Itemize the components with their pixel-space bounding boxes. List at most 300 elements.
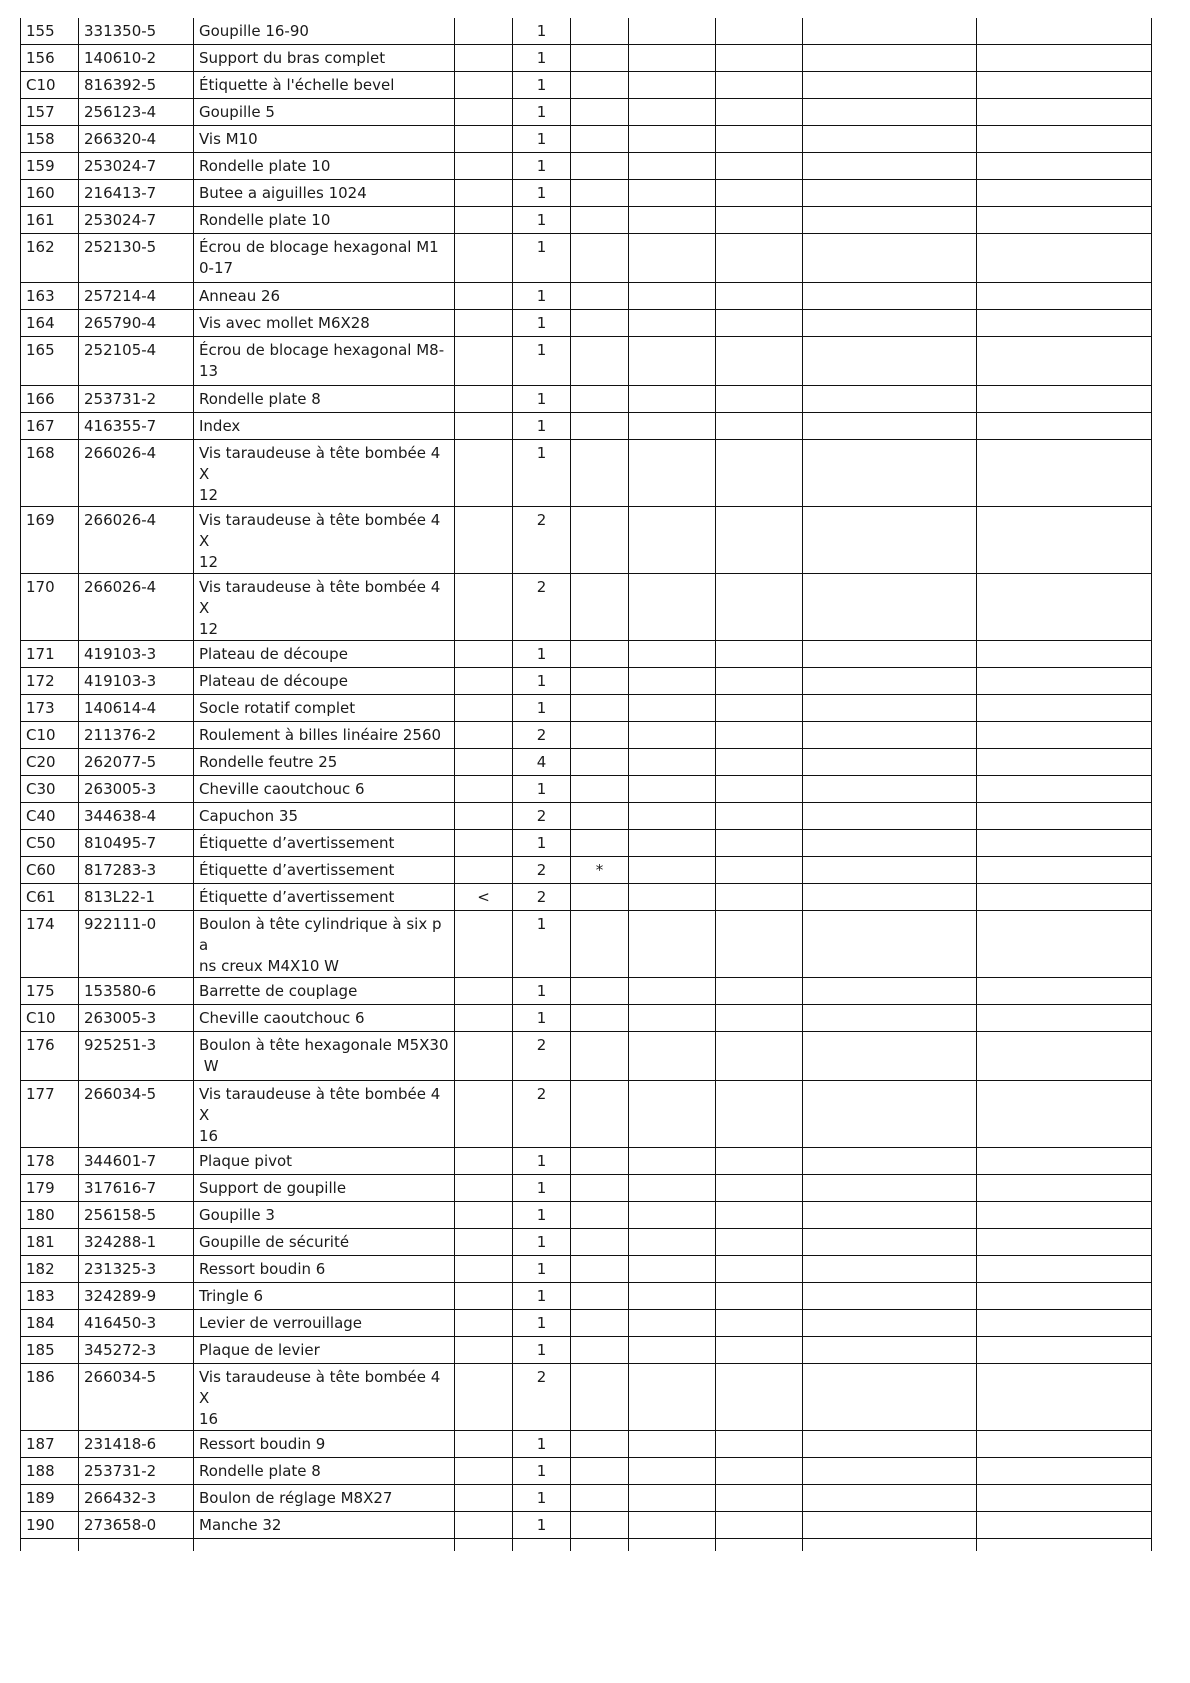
part-description-text: Rondelle plate 10 — [199, 157, 331, 175]
mark-cell-text — [576, 1310, 623, 1313]
empty-cell — [629, 749, 716, 776]
mark-cell — [571, 45, 629, 72]
part-number-text: 262077-5 — [84, 753, 157, 771]
item-number — [21, 830, 79, 857]
part-description — [194, 99, 455, 126]
mark-cell — [571, 978, 629, 1005]
quantity — [513, 1081, 571, 1148]
table-row — [21, 668, 1152, 695]
mark-cell — [571, 803, 629, 830]
mark-cell — [571, 413, 629, 440]
mark-cell-text — [576, 911, 623, 914]
quantity-text: 1 — [536, 915, 547, 933]
empty-cell — [977, 776, 1152, 803]
mark-cell-text — [576, 641, 623, 644]
flag-cell — [455, 72, 513, 99]
part-number-text: 266026-4 — [84, 578, 157, 596]
item-number-text: 179 — [26, 1179, 55, 1197]
mark-cell-text — [576, 153, 623, 156]
empty-cell — [803, 574, 977, 641]
item-number-text: 155 — [26, 22, 55, 40]
empty-cell — [716, 283, 803, 310]
quantity — [513, 776, 571, 803]
part-description — [194, 749, 455, 776]
part-number — [79, 911, 194, 978]
flag-cell-text — [460, 1175, 507, 1178]
item-number-text: 182 — [26, 1260, 55, 1278]
flag-cell — [455, 1005, 513, 1032]
empty-cell — [977, 749, 1152, 776]
empty-cell — [716, 1512, 803, 1539]
part-number-text: 922111-0 — [84, 915, 157, 933]
mark-cell-text — [576, 72, 623, 75]
table-row — [21, 1512, 1152, 1539]
flag-cell-text — [460, 574, 507, 577]
part-description — [194, 722, 455, 749]
flag-cell-text — [460, 72, 507, 75]
empty-cell — [803, 507, 977, 574]
quantity — [513, 1202, 571, 1229]
quantity-text: 1 — [536, 1435, 547, 1453]
part-number-text: 331350-5 — [84, 22, 157, 40]
mark-cell-text — [576, 310, 623, 313]
empty-cell — [977, 1458, 1152, 1485]
flag-cell-text — [460, 1458, 507, 1461]
flag-cell-text — [460, 18, 507, 21]
table-row — [21, 45, 1152, 72]
flag-cell — [455, 722, 513, 749]
part-number-text: 317616-7 — [84, 1179, 157, 1197]
mark-cell-text — [576, 776, 623, 779]
empty-cell — [803, 99, 977, 126]
flag-cell — [455, 1512, 513, 1539]
part-description — [194, 911, 455, 978]
part-description-text: Vis taraudeuse à tête bombée 4X 16 — [199, 1368, 441, 1428]
empty-cell — [629, 18, 716, 45]
item-number — [21, 1081, 79, 1148]
flag-cell — [455, 1337, 513, 1364]
empty-cell — [716, 1364, 803, 1431]
empty-cell — [716, 749, 803, 776]
mark-cell — [571, 830, 629, 857]
empty-cell — [977, 1283, 1152, 1310]
quantity — [513, 72, 571, 99]
item-number — [21, 413, 79, 440]
part-number — [79, 507, 194, 574]
flag-cell — [455, 1458, 513, 1485]
quantity — [513, 978, 571, 1005]
part-description-text: Anneau 26 — [199, 287, 281, 305]
part-number — [79, 1175, 194, 1202]
item-number-text: C50 — [26, 834, 56, 852]
mark-cell-text — [576, 1202, 623, 1205]
flag-cell-text — [460, 1512, 507, 1515]
part-description — [194, 180, 455, 207]
mark-cell — [571, 1148, 629, 1175]
empty-cell — [977, 978, 1152, 1005]
flag-cell-text — [460, 310, 507, 313]
item-number — [21, 126, 79, 153]
table-row — [21, 1337, 1152, 1364]
quantity — [513, 1485, 571, 1512]
empty-cell — [629, 180, 716, 207]
mark-cell-text — [576, 1256, 623, 1259]
part-number — [79, 574, 194, 641]
item-number — [21, 337, 79, 386]
empty-cell — [803, 668, 977, 695]
part-number — [79, 857, 194, 884]
empty-cell — [803, 1202, 977, 1229]
empty-cell — [629, 1229, 716, 1256]
quantity-text: 1 — [536, 1179, 547, 1197]
flag-cell-text — [460, 1283, 507, 1286]
empty-cell — [629, 440, 716, 507]
table-row — [21, 72, 1152, 99]
part-description-text: Rondelle feutre 25 — [199, 753, 338, 771]
flag-cell-text — [460, 1485, 507, 1488]
part-number — [79, 695, 194, 722]
part-description-text: Vis avec mollet M6X28 — [199, 314, 370, 332]
item-number-text: 178 — [26, 1152, 55, 1170]
quantity — [513, 1458, 571, 1485]
flag-cell-text — [460, 337, 507, 340]
empty-cell — [629, 1256, 716, 1283]
quantity-text: 1 — [536, 157, 547, 175]
empty-cell — [977, 1539, 1152, 1552]
empty-cell — [977, 386, 1152, 413]
empty-cell — [803, 1431, 977, 1458]
quantity — [513, 749, 571, 776]
empty-cell — [716, 72, 803, 99]
flag-cell-text — [460, 1202, 507, 1205]
empty-cell — [629, 1539, 716, 1552]
empty-cell — [629, 1175, 716, 1202]
table-row — [21, 722, 1152, 749]
part-description-text: Étiquette d’avertissement — [199, 888, 395, 906]
part-description — [194, 126, 455, 153]
table-row — [21, 126, 1152, 153]
empty-cell — [803, 911, 977, 978]
mark-cell-text — [576, 1032, 623, 1035]
quantity — [513, 310, 571, 337]
empty-cell — [629, 310, 716, 337]
empty-cell — [716, 18, 803, 45]
quantity — [513, 574, 571, 641]
quantity — [513, 695, 571, 722]
part-description — [194, 1512, 455, 1539]
empty-cell — [977, 1337, 1152, 1364]
part-number-text: 253024-7 — [84, 157, 157, 175]
mark-cell-text — [576, 830, 623, 833]
part-number-text: 253024-7 — [84, 211, 157, 229]
quantity — [513, 507, 571, 574]
item-number — [21, 1458, 79, 1485]
empty-cell — [716, 310, 803, 337]
empty-cell — [803, 234, 977, 283]
quantity — [513, 911, 571, 978]
flag-cell — [455, 234, 513, 283]
table-row — [21, 1032, 1152, 1081]
mark-cell — [571, 1081, 629, 1148]
table-row — [21, 749, 1152, 776]
table-row — [21, 1005, 1152, 1032]
empty-cell — [803, 722, 977, 749]
table-row — [21, 1081, 1152, 1148]
part-number — [79, 1032, 194, 1081]
empty-cell — [803, 641, 977, 668]
flag-cell-text — [460, 1337, 507, 1340]
empty-cell — [716, 1283, 803, 1310]
quantity — [513, 18, 571, 45]
item-number-text: C60 — [26, 861, 56, 879]
table-row — [21, 911, 1152, 978]
part-description — [194, 45, 455, 72]
empty-cell — [977, 641, 1152, 668]
empty-cell — [629, 776, 716, 803]
part-number — [79, 283, 194, 310]
flag-cell — [455, 413, 513, 440]
table-row — [21, 337, 1152, 386]
empty-cell — [629, 1202, 716, 1229]
item-number — [21, 1283, 79, 1310]
empty-cell — [629, 337, 716, 386]
mark-cell-text — [576, 1148, 623, 1151]
table-row — [21, 695, 1152, 722]
empty-cell — [977, 1175, 1152, 1202]
part-description-text: Roulement à billes linéaire 2560 — [199, 726, 442, 744]
item-number-text: 190 — [26, 1516, 55, 1534]
part-description — [194, 153, 455, 180]
quantity-text: 1 — [536, 76, 547, 94]
part-description-text: Capuchon 35 — [199, 807, 298, 825]
flag-cell — [455, 749, 513, 776]
flag-cell — [455, 283, 513, 310]
empty-cell — [716, 507, 803, 574]
item-number-text: 157 — [26, 103, 55, 121]
part-number — [79, 1458, 194, 1485]
item-number-text: 168 — [26, 444, 55, 462]
mark-cell — [571, 668, 629, 695]
part-description — [194, 803, 455, 830]
mark-cell — [571, 1337, 629, 1364]
item-number-text: 167 — [26, 417, 55, 435]
table-row — [21, 857, 1152, 884]
mark-cell-text — [576, 1005, 623, 1008]
empty-cell — [803, 126, 977, 153]
mark-cell-text — [576, 574, 623, 577]
table-row — [21, 413, 1152, 440]
flag-cell-text — [460, 1005, 507, 1008]
table-row — [21, 978, 1152, 1005]
flag-cell-text — [460, 803, 507, 806]
part-description — [194, 1256, 455, 1283]
flag-cell — [455, 153, 513, 180]
empty-cell — [629, 207, 716, 234]
mark-cell — [571, 1512, 629, 1539]
quantity-text: 2 — [536, 888, 547, 906]
mark-cell-text: * — [595, 861, 604, 879]
item-number — [21, 507, 79, 574]
empty-cell — [716, 1485, 803, 1512]
flag-cell — [455, 1485, 513, 1512]
mark-cell — [571, 18, 629, 45]
empty-cell — [716, 1337, 803, 1364]
empty-cell — [803, 1310, 977, 1337]
item-number — [21, 641, 79, 668]
quantity-text: 1 — [536, 238, 547, 256]
empty-cell — [803, 1229, 977, 1256]
flag-cell — [455, 310, 513, 337]
flag-cell — [455, 507, 513, 574]
empty-cell — [803, 1175, 977, 1202]
part-description-text: Goupille de sécurité — [199, 1233, 350, 1251]
mark-cell-text — [576, 1283, 623, 1286]
item-number — [21, 1310, 79, 1337]
quantity — [513, 234, 571, 283]
item-number-text: 173 — [26, 699, 55, 717]
table-row — [21, 153, 1152, 180]
item-number — [21, 857, 79, 884]
item-number-text: 169 — [26, 511, 55, 529]
empty-cell — [629, 830, 716, 857]
empty-cell — [629, 857, 716, 884]
flag-cell-text — [460, 1310, 507, 1313]
part-number — [79, 641, 194, 668]
part-description-text: Support du bras complet — [199, 49, 386, 67]
empty-cell — [716, 153, 803, 180]
flag-cell-text — [460, 180, 507, 183]
item-number — [21, 72, 79, 99]
flag-cell-text — [460, 1364, 507, 1367]
part-number — [79, 1364, 194, 1431]
part-description-text: Rondelle plate 8 — [199, 390, 321, 408]
flag-cell-text — [460, 45, 507, 48]
part-number-text: 925251-3 — [84, 1036, 157, 1054]
item-number-text: 176 — [26, 1036, 55, 1054]
empty-cell — [977, 1310, 1152, 1337]
item-number — [21, 668, 79, 695]
part-description — [194, 386, 455, 413]
flag-cell — [455, 1175, 513, 1202]
item-number — [21, 695, 79, 722]
quantity-text: 1 — [536, 1314, 547, 1332]
part-number-text: 817283-3 — [84, 861, 157, 879]
quantity — [513, 830, 571, 857]
mark-cell-text — [576, 207, 623, 210]
item-number-text: C30 — [26, 780, 56, 798]
flag-cell-text — [460, 386, 507, 389]
empty-cell — [716, 386, 803, 413]
quantity-text: 1 — [536, 1009, 547, 1027]
mark-cell-text — [576, 180, 623, 183]
quantity-text: 2 — [536, 578, 547, 596]
part-number-text: 216413-7 — [84, 184, 157, 202]
empty-cell — [977, 72, 1152, 99]
quantity-text: 2 — [536, 1036, 547, 1054]
empty-cell — [977, 413, 1152, 440]
part-description-text: Étiquette d’avertissement — [199, 861, 395, 879]
item-number — [21, 283, 79, 310]
part-description — [194, 1485, 455, 1512]
quantity-text: 1 — [536, 1233, 547, 1251]
part-description-text: Rondelle plate 10 — [199, 211, 331, 229]
part-description — [194, 507, 455, 574]
quantity — [513, 283, 571, 310]
part-description — [194, 234, 455, 283]
empty-cell — [629, 978, 716, 1005]
part-number — [79, 126, 194, 153]
empty-cell — [716, 1431, 803, 1458]
empty-cell — [194, 1539, 455, 1552]
mark-cell-text — [576, 1229, 623, 1232]
empty-cell — [79, 1539, 194, 1552]
empty-cell — [716, 641, 803, 668]
item-number-text: 158 — [26, 130, 55, 148]
part-description-text: Barrette de couplage — [199, 982, 358, 1000]
part-description — [194, 1005, 455, 1032]
quantity-text: 1 — [536, 103, 547, 121]
item-number — [21, 153, 79, 180]
flag-cell — [455, 1283, 513, 1310]
parts-table-body — [21, 18, 1152, 1551]
mark-cell-text — [576, 1175, 623, 1178]
part-description-text: Étiquette à l'échelle bevel — [199, 76, 395, 94]
quantity-text: 1 — [536, 982, 547, 1000]
empty-cell — [571, 1539, 629, 1552]
part-number — [79, 440, 194, 507]
flag-cell — [455, 911, 513, 978]
part-description-text: Écrou de blocage hexagonal M8- 13 — [199, 341, 445, 380]
part-number-text: 273658-0 — [84, 1516, 157, 1534]
table-row — [21, 180, 1152, 207]
item-number — [21, 18, 79, 45]
mark-cell — [571, 911, 629, 978]
empty-cell — [716, 337, 803, 386]
flag-cell — [455, 1202, 513, 1229]
item-number-text: 160 — [26, 184, 55, 202]
empty-cell — [977, 337, 1152, 386]
quantity-text: 2 — [536, 1085, 547, 1103]
empty-cell — [803, 776, 977, 803]
part-number-text: 256123-4 — [84, 103, 157, 121]
flag-cell — [455, 1081, 513, 1148]
empty-cell — [629, 153, 716, 180]
part-description-text: Levier de verrouillage — [199, 1314, 363, 1332]
part-number — [79, 337, 194, 386]
empty-cell — [977, 234, 1152, 283]
mark-cell-text — [576, 283, 623, 286]
empty-cell — [803, 207, 977, 234]
quantity — [513, 668, 571, 695]
empty-cell — [803, 1458, 977, 1485]
part-number — [79, 386, 194, 413]
empty-cell — [629, 234, 716, 283]
part-description-text: Boulon à tête cylindrique à six pa ns creux M4X10 W — [199, 915, 442, 975]
empty-cell — [629, 1081, 716, 1148]
mark-cell — [571, 1431, 629, 1458]
empty-cell — [977, 45, 1152, 72]
table-row — [21, 1431, 1152, 1458]
quantity — [513, 337, 571, 386]
part-number — [79, 1081, 194, 1148]
empty-cell — [629, 1431, 716, 1458]
quantity-text: 1 — [536, 444, 547, 462]
part-number-text: 810495-7 — [84, 834, 157, 852]
item-number — [21, 884, 79, 911]
mark-cell — [571, 776, 629, 803]
flag-cell-text — [460, 1081, 507, 1084]
empty-cell — [977, 574, 1152, 641]
